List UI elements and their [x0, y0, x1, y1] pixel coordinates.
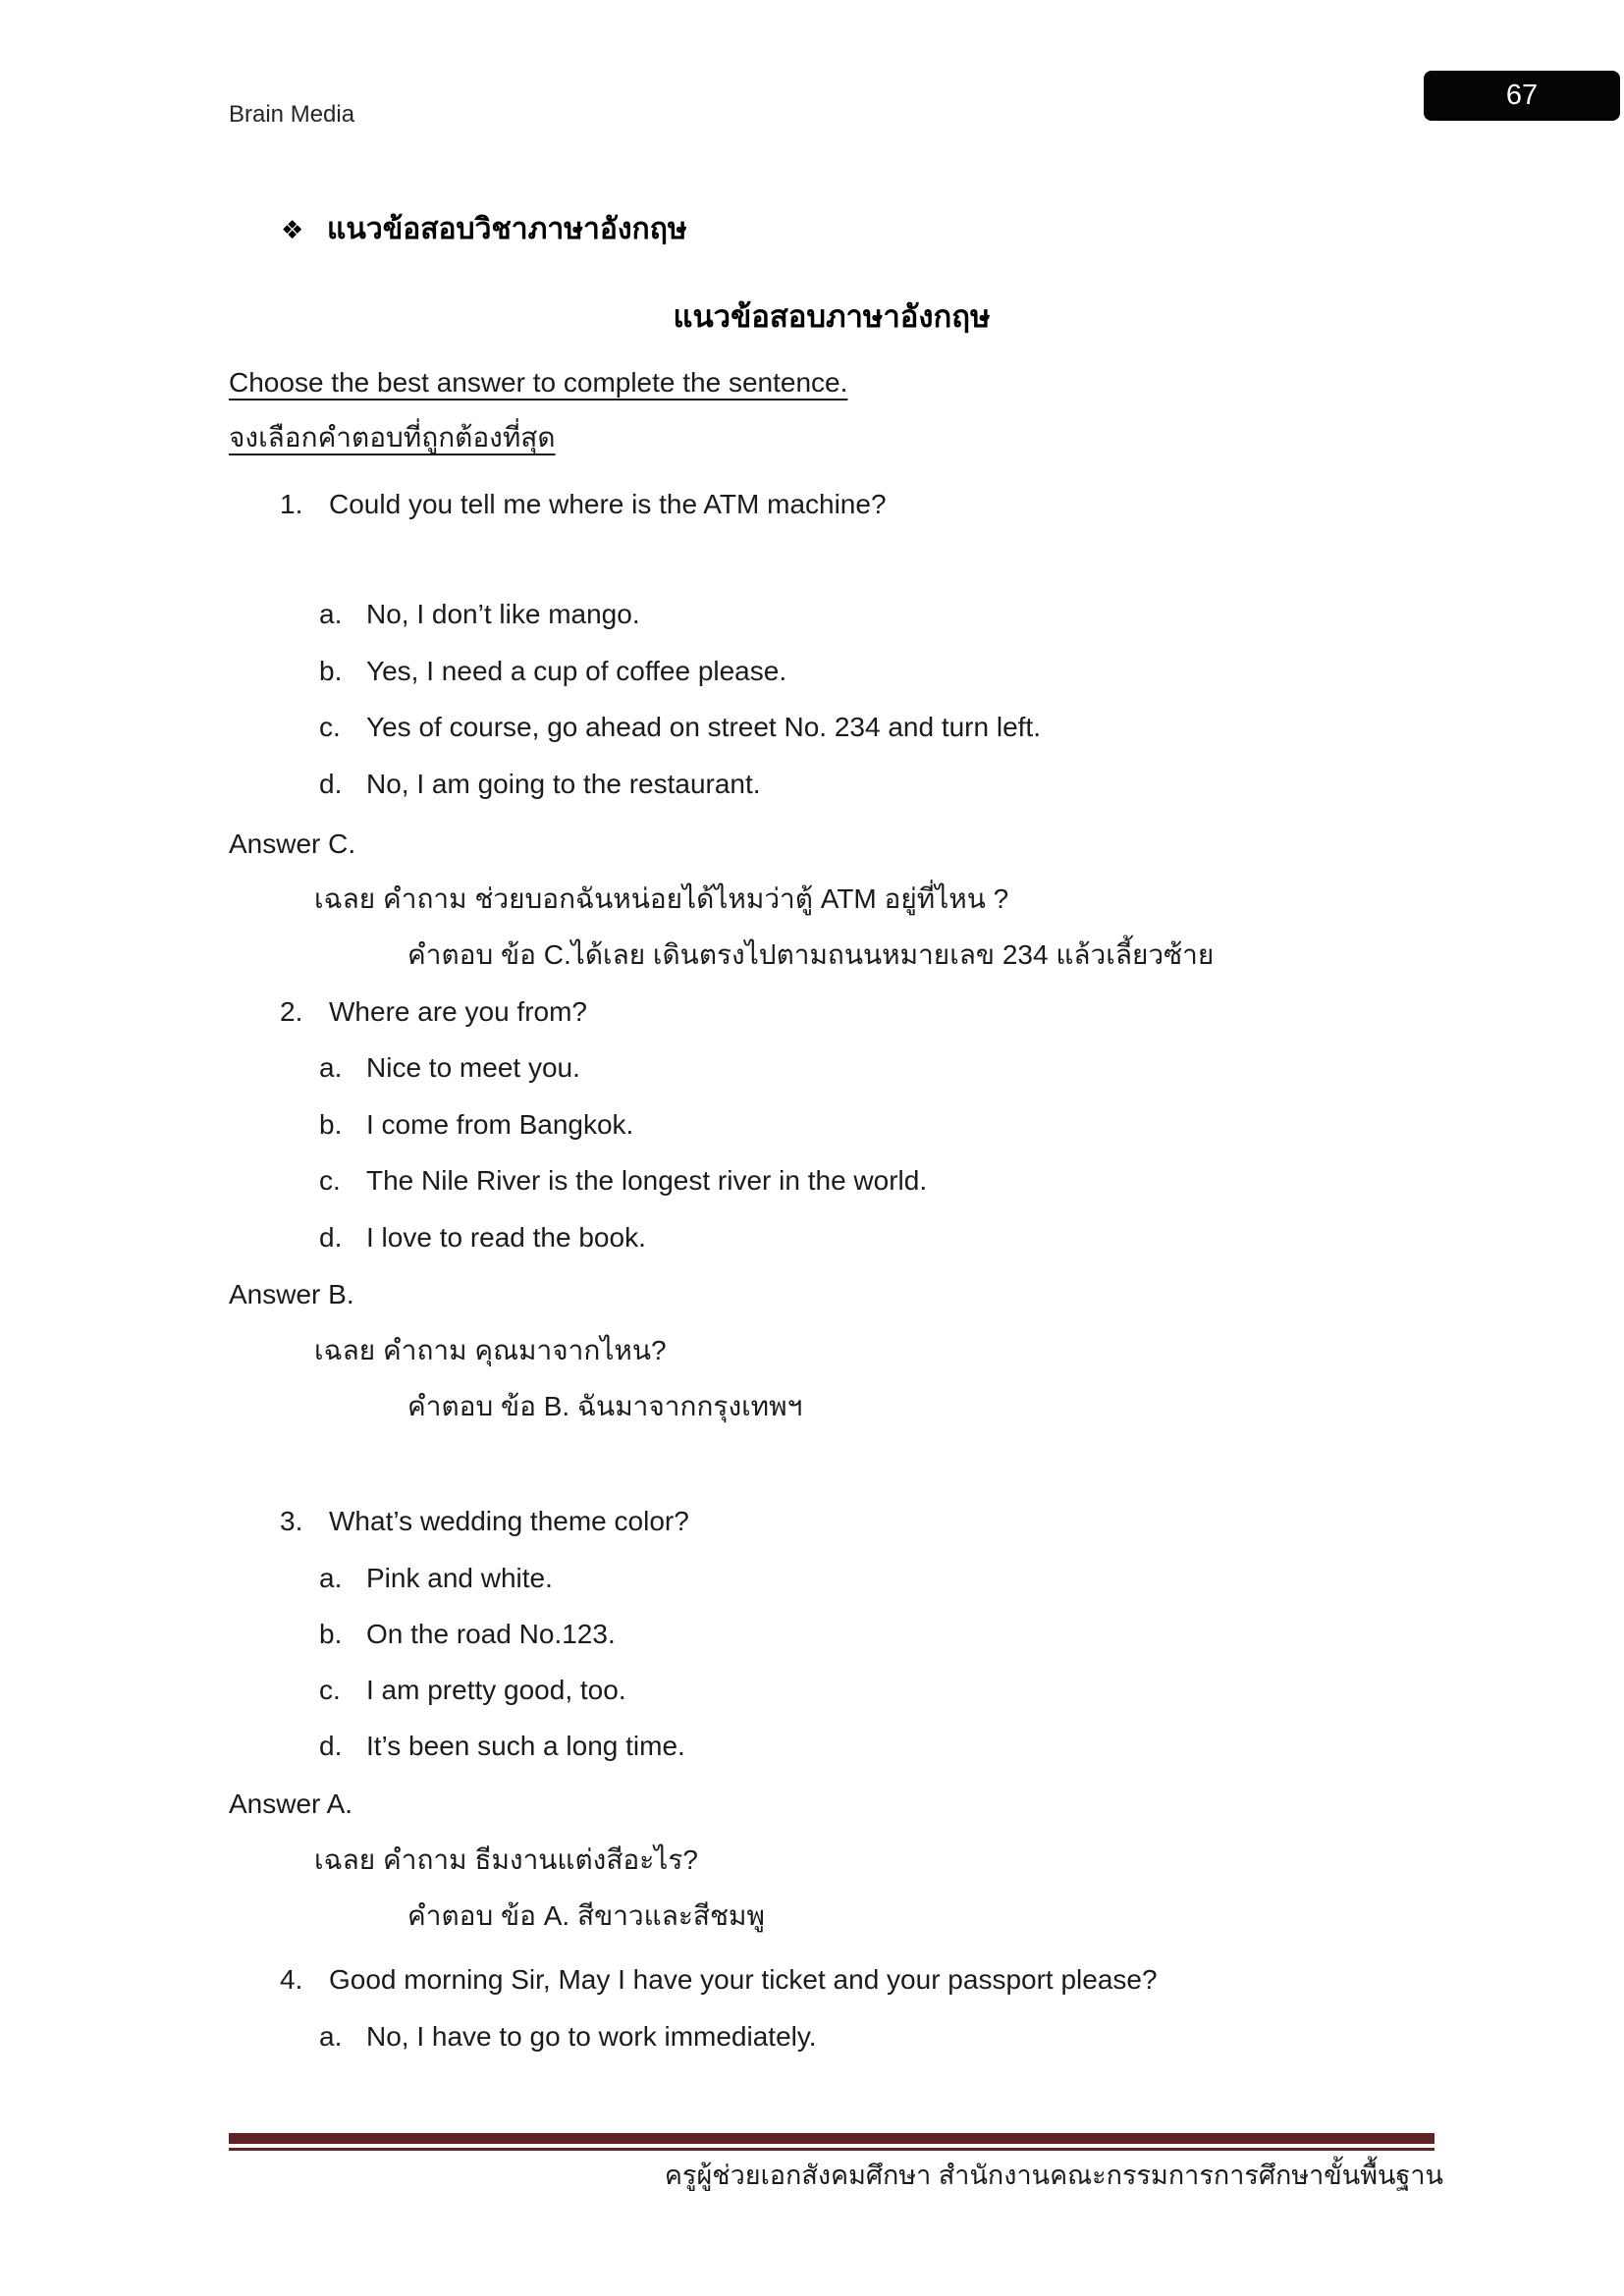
question-4: [280, 1958, 1158, 2002]
question-2: [280, 990, 587, 1034]
question-text: Good morning Sir, May I have your ticket and your passport please?: [329, 1964, 1158, 1995]
section-heading: แนวข้อสอบวิชาภาษาอังกฤษ: [327, 213, 687, 245]
option-text: I love to read the book.: [366, 1222, 646, 1253]
page-number: 67: [1505, 80, 1539, 111]
question-3-option-c: [319, 1669, 626, 1712]
option-letter: d.: [319, 769, 343, 799]
option-text: No, I have to go to work immediately.: [366, 2021, 817, 2052]
exam-heading: แนวข้อสอบภาษาอังกฤษ: [673, 299, 991, 334]
option-letter: a.: [319, 1563, 343, 1593]
option-text: The Nile River is the longest river in the world.: [366, 1165, 928, 1196]
option-text: Nice to meet you.: [366, 1052, 580, 1083]
option-text: I come from Bangkok.: [366, 1109, 634, 1140]
option-letter: b.: [319, 656, 343, 686]
question-number: 1.: [280, 489, 303, 519]
question-4-option-a: [319, 2015, 817, 2058]
option-letter: c.: [319, 1165, 341, 1196]
question-number: 2.: [280, 996, 303, 1027]
question-3-option-b: [319, 1613, 616, 1656]
footer-text: ครูผู้ช่วยเอกสังคมศึกษา สำนักงานคณะกรรมการการศึกษาขั้นพื้นฐาน: [664, 2161, 1443, 2190]
explanation-question: เฉลย คำถาม ช่วยบอกฉันหน่อยได้ไหมว่าตู้ ATM อยู่ที่ไหน ?: [314, 883, 1009, 914]
option-letter: d.: [319, 1731, 343, 1761]
explanation-question: เฉลย คำถาม คุณมาจากไหน?: [314, 1335, 667, 1365]
answer-label: Answer B.: [229, 1279, 354, 1309]
header-brand: Brain Media: [229, 101, 355, 128]
section-heading-row: [281, 208, 687, 251]
option-text: Yes, I need a cup of coffee please.: [366, 656, 787, 686]
question-2-option-c: [319, 1159, 927, 1202]
instruction-en: Choose the best answer to complete the sentence.: [229, 367, 848, 398]
question-1: [280, 483, 887, 526]
option-letter: d.: [319, 1222, 343, 1253]
explanation-answer: คำตอบ ข้อ C.ได้เลย เดินตรงไปตามถนนหมายเลข 234 แล้วเลี้ยวซ้าย: [407, 939, 1215, 970]
option-letter: b.: [319, 1619, 343, 1649]
question-number: 3.: [280, 1506, 303, 1536]
question-text: Where are you from?: [329, 996, 587, 1027]
page-number-badge: [1424, 71, 1620, 121]
option-text: Pink and white.: [366, 1563, 553, 1593]
instruction-th: จงเลือกคำตอบที่ถูกต้องที่สุด: [229, 422, 556, 453]
question-1-option-b: [319, 650, 786, 693]
answer-label: Answer A.: [229, 1789, 353, 1819]
option-letter: a.: [319, 599, 343, 629]
diamond-bullet-icon: ❖: [281, 215, 304, 244]
option-letter: c.: [319, 1675, 341, 1705]
option-letter: a.: [319, 2021, 343, 2052]
question-1-option-d: [319, 763, 761, 806]
option-text: On the road No.123.: [366, 1619, 616, 1649]
option-text: No, I am going to the restaurant.: [366, 769, 761, 799]
option-letter: b.: [319, 1109, 343, 1140]
explanation-answer: คำตอบ ข้อ A. สีขาวและสีชมพู: [407, 1900, 765, 1931]
answer-label: Answer C.: [229, 828, 356, 859]
question-2-option-b: [319, 1103, 633, 1147]
option-text: It’s been such a long time.: [366, 1731, 685, 1761]
question-1-option-c: [319, 706, 1041, 749]
question-3-option-d: [319, 1725, 685, 1768]
option-text: Yes of course, go ahead on street No. 234 and turn left.: [366, 712, 1041, 742]
question-text: Could you tell me where is the ATM machine?: [329, 489, 887, 519]
question-2-option-a: [319, 1046, 580, 1090]
question-text: What’s wedding theme color?: [329, 1506, 689, 1536]
question-1-option-a: [319, 593, 640, 636]
explanation-answer: คำตอบ ข้อ B. ฉันมาจากกรุงเทพฯ: [407, 1391, 803, 1421]
question-3: [280, 1500, 689, 1543]
option-text: No, I don’t like mango.: [366, 599, 640, 629]
option-letter: a.: [319, 1052, 343, 1083]
question-number: 4.: [280, 1964, 303, 1995]
option-text: I am pretty good, too.: [366, 1675, 626, 1705]
question-2-option-d: [319, 1216, 646, 1259]
footer-divider-thin: [229, 2148, 1435, 2151]
explanation-question: เฉลย คำถาม ธีมงานแต่งสีอะไร?: [314, 1844, 698, 1875]
footer-divider: [229, 2133, 1435, 2144]
option-letter: c.: [319, 712, 341, 742]
question-3-option-a: [319, 1557, 553, 1600]
